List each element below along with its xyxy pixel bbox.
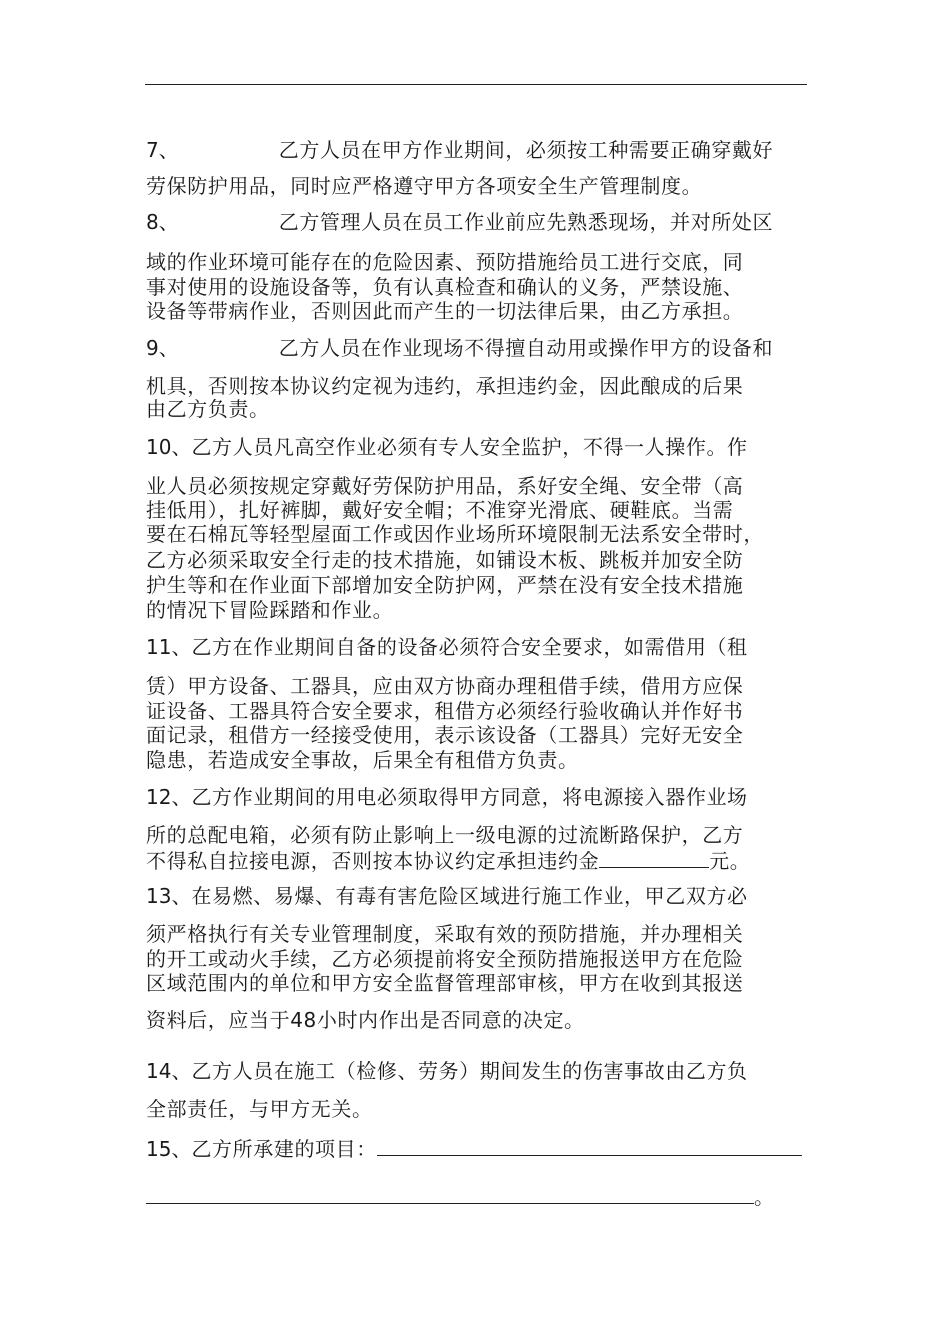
clause-13-line-3: 的开工或动火手续，乙方必须提前将安全预防措施报送甲方在危险: [146, 947, 744, 971]
clause-15-line-1: 15、乙方所承建的项目：: [146, 1135, 802, 1161]
clause-11-line-5: 隐患，若造成安全事故，后果全有租借方负责。: [146, 748, 579, 772]
clause-number: 8、: [146, 210, 179, 234]
penalty-amount-blank: [599, 847, 709, 868]
clause-8-line-3: 事对使用的设施设备等，负有认真检查和确认的义务，严禁设施、: [146, 275, 744, 299]
clause-8-line-1: 8、 乙方管理人员在员工作业前应先熟悉现场，并对所处区: [146, 210, 774, 234]
clause-12-line-1: 12、乙方作业期间的用电必须取得甲方同意，将电源接入器作业场: [146, 785, 748, 809]
clause-7-line-1: 7、 乙方人员在甲方作业期间，必须按工种需要正确穿戴好: [146, 138, 774, 162]
clause-11-line-4: 面记录，租借方一经接受使用，表示该设备（工器具）完好无安全: [146, 723, 744, 747]
clause-14-line-2: 全部责任，与甲方无关。: [146, 1097, 373, 1121]
clause-number: 7、: [146, 138, 179, 162]
clause-14-line-1: 14、乙方人员在施工（检修、劳务）期间发生的伤害事故由乙方负: [146, 1059, 748, 1083]
project-name-blank-1: [377, 1135, 802, 1156]
clause-11-line-1: 11、乙方在作业期间自备的设备必须符合安全要求，如需借用（租: [146, 635, 748, 659]
clause-9-line-2: 机具，否则按本协议约定视为违约，承担违约金，因此酿成的后果: [146, 374, 744, 398]
clause-13-line-2: 须严格执行有关专业管理制度，采取有效的预防措施，并办理相关: [146, 922, 744, 946]
clause-11-line-3: 证设备、工器具符合安全要求，租借方必须经行验收确认并作好书: [146, 699, 744, 723]
clause-10-line-7: 的情况下冒险踩踏和作业。: [146, 598, 394, 622]
clause-number: 12、: [146, 785, 192, 809]
clause-10-line-2: 业人员必须按规定穿戴好劳保防护用品，系好安全绳、安全带（高: [146, 474, 744, 498]
clause-number: 10、: [146, 435, 192, 459]
clause-9-line-3: 由乙方负责。: [146, 397, 270, 421]
clause-number: 11、: [146, 635, 192, 659]
clause-10-line-5: 乙方必须采取安全行走的技术措施，如铺设木板、跳板并加安全防: [146, 548, 744, 572]
clause-7-line-2: 劳保防护用品，同时应严格遵守甲方各项安全生产管理制度。: [146, 174, 703, 198]
clause-13-line-1: 13、在易燃、易爆、有毒有害危险区域进行施工作业，甲乙双方必: [146, 884, 748, 908]
clause-8-line-2: 域的作业环境可能存在的危险因素、预防措施给员工进行交底，同: [146, 250, 744, 274]
clause-10-line-4: 要在石棉瓦等轻型屋面工作或因作业场所环境限制无法系安全带时，: [146, 522, 764, 546]
clause-number: 9、: [146, 336, 179, 360]
clause-12-line-2: 所的总配电箱，必须有防止影响上一级电源的过流断路保护，乙方: [146, 823, 744, 847]
clause-15-line-2: 。: [146, 1183, 775, 1209]
clause-number: 14、: [146, 1059, 192, 1083]
top-rule: [145, 84, 807, 85]
clause-13-line-5: 资料后，应当于48小时内作出是否同意的决定。: [146, 1008, 585, 1032]
clause-8-line-4: 设备等带病作业，否则因此而产生的一切法律后果，由乙方承担。: [146, 299, 744, 323]
clause-10-line-6: 护生等和在作业面下部增加安全防护网，严禁在没有安全技术措施: [146, 573, 744, 597]
clause-10-line-3: 挂低用），扎好裤脚，戴好安全帽；不准穿光滑底、硬鞋底。当需: [146, 498, 734, 522]
project-name-blank-2: [146, 1183, 754, 1204]
clause-13-line-4: 区域范围内的单位和甲方安全监督管理部审核，甲方在收到其报送: [146, 971, 744, 995]
clause-number: 15、: [146, 1137, 192, 1161]
clause-number: 13、: [146, 884, 192, 908]
clause-10-line-1: 10、乙方人员凡高空作业必须有专人安全监护，不得一人操作。作: [146, 435, 748, 459]
clause-11-line-2: 赁）甲方设备、工器具，应由双方协商办理租借手续，借用方应保: [146, 674, 744, 698]
clause-12-line-3: 不得私自拉接电源，否则按本协议约定承担违约金 元。: [146, 849, 751, 873]
clause-9-line-1: 9、 乙方人员在作业现场不得擅自动用或操作甲方的设备和: [146, 336, 774, 360]
